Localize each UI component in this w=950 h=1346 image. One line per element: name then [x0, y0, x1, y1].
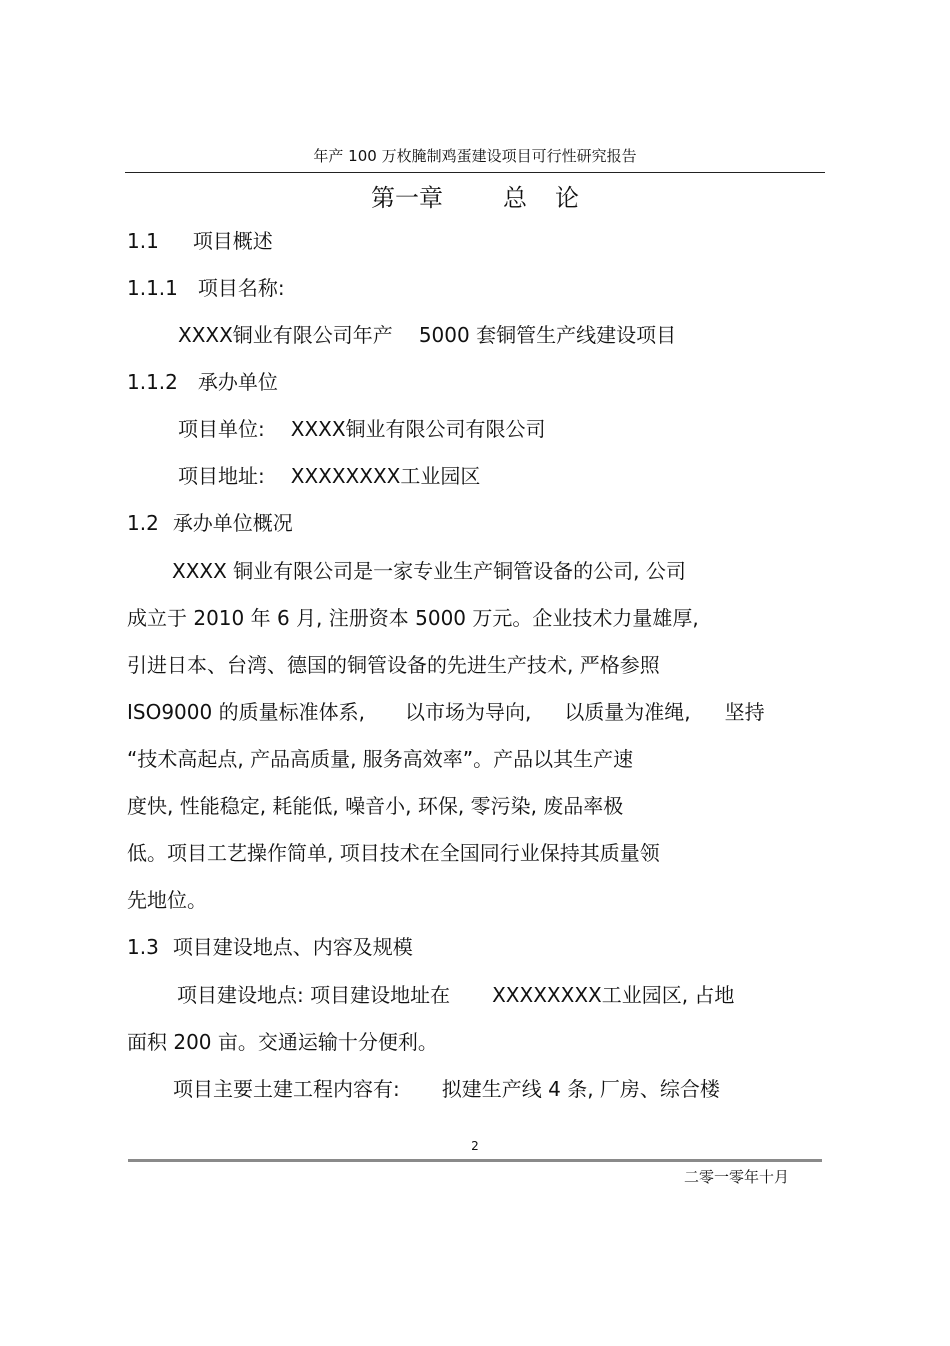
site-line-2: 面积 200 亩。交通运输十分便利。: [127, 1030, 438, 1054]
project-name-part1: XXXX铜业有限公司年产: [178, 323, 393, 347]
paragraph-line: 低。项目工艺操作简单, 项目技术在全国同行业保持其质量领: [127, 841, 660, 865]
paragraph-line: XXXX 铜业有限公司是一家专业生产铜管设备的公司, 公司: [172, 559, 686, 583]
paragraph-line-iso: [127, 697, 819, 727]
unit-value: XXXX铜业有限公司有限公司: [290, 417, 546, 441]
site-a: 项目建设地点: 项目建设地址在: [177, 983, 451, 1007]
section-title: 承办单位: [197, 370, 278, 394]
chapter-heading: [125, 181, 825, 215]
iso-a: ISO9000 的质量标准体系,: [127, 700, 365, 724]
paragraph-line: 度快, 性能稳定, 耗能低, 噪音小, 环保, 零污染, 废品率极: [127, 794, 624, 818]
section-number: 1.1.2: [127, 370, 178, 394]
page-number: 2: [471, 1139, 479, 1153]
section-1-2: [127, 508, 293, 538]
chapter-title-a: 总: [503, 184, 527, 212]
section-1-1: [127, 226, 273, 256]
works-line: [173, 1074, 720, 1104]
chapter-title-b: 论: [555, 184, 579, 212]
footer-date: 二零一零年十月: [684, 1168, 790, 1186]
section-1-3: [127, 932, 413, 962]
works-a: 项目主要土建工程内容有:: [173, 1077, 400, 1101]
project-name: [178, 320, 676, 350]
unit-line: [178, 414, 546, 444]
site-line: [177, 980, 734, 1010]
paragraph-line: 引进日本、台湾、德国的铜管设备的先进生产技术, 严格参照: [127, 653, 660, 677]
section-1-1-1: [127, 273, 285, 303]
project-name-part2: 5000 套铜管生产线建设项目: [418, 323, 677, 347]
section-number: 1.3: [127, 935, 159, 959]
chapter-number: 第一章: [371, 184, 443, 212]
section-number: 1.1.1: [127, 276, 178, 300]
section-number: 1.2: [127, 511, 159, 535]
address-label: 项目地址:: [178, 464, 265, 488]
address-line: [178, 461, 480, 491]
paragraph-line: 成立于 2010 年 6 月, 注册资本 5000 万元。企业技术力量雄厚,: [127, 606, 699, 630]
works-b: 拟建生产线 4 条, 厂房、综合楼: [441, 1077, 720, 1101]
section-number: 1.1: [127, 229, 159, 253]
paragraph-line: 先地位。: [127, 888, 207, 912]
iso-d: 坚持: [724, 700, 765, 724]
paragraph-line: “技术高起点, 产品高质量, 服务高效率”。产品以其生产速: [127, 747, 634, 771]
site-b: XXXXXXXX工业园区, 占地: [492, 983, 735, 1007]
iso-b: 以市场为导向,: [404, 700, 532, 724]
address-value: XXXXXXXX工业园区: [290, 464, 481, 488]
section-title: 项目名称:: [197, 276, 285, 300]
section-1-1-2: [127, 367, 278, 397]
running-header: 年产 100 万枚腌制鸡蛋建设项目可行性研究报告: [313, 147, 637, 165]
section-title: 承办单位概况: [172, 511, 293, 535]
iso-c: 以质量为准绳,: [564, 700, 691, 724]
section-title: 项目概述: [192, 229, 273, 253]
header-rule: [125, 172, 825, 173]
section-title: 项目建设地点、内容及规模: [172, 935, 413, 959]
unit-label: 项目单位:: [178, 417, 265, 441]
footer-rule: [128, 1159, 822, 1162]
